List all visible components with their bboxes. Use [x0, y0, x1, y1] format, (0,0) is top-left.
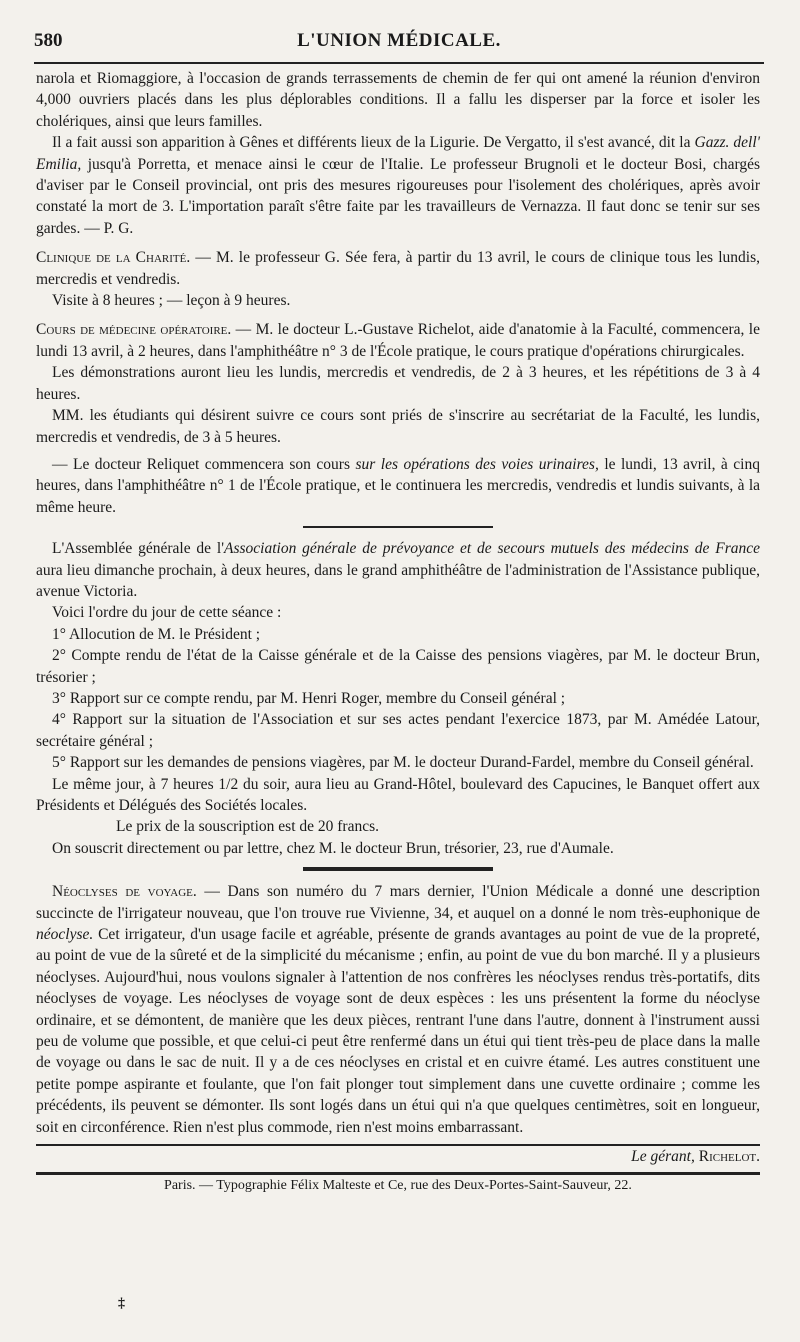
assemblee-intro	[36, 538, 760, 602]
reliquet-text-b: le lundi, 13 avril, à cinq heures, dans l'amphithéâtre n° 1 de l'École pratique, et le continuera les mercredis, vendredis et lundis suivants, à la même heure.	[36, 455, 760, 516]
neoclyses-text-b: Cet irrigateur, d'un usage facile et agréable, présente de grands avantages au point de vue de la propreté, au point de vue de la sûreté et de la simplicité du mécanisme ; enfin, au point de vue du bon marché. Il y a plusieurs néoclyses. Aujourd'hui, nous voulons signaler à l'attention de nos confrères les néoclyses rendus très-portatifs, dits néoclyses de voyage. Les néoclyses de voyage sont de deux espèces : les uns présentent la forme du néoclyse ordinaire, et se démontent, de manière que les deux pièces, rentrant l'une dans l'autre, donnent à l'instrument aussi peu de volume que possible, et que celui-ci peut être renfermé dans un étui qui tient très-peu de place dans la malle de voyage ou dans le sac de nuit. Il y a de ces néoclyses en cristal et en cuivre étamé. Les autres constituent une petite pompe aspirante et foulante, que l'on fait plonger tout simplement dans une cuvette ordinaire ; comme les précédents, ils peuvent se démonter. Ils sont logés dans un étui qui n'a que quelques centimètres, soit en longueur, soit en circonférence. Rien n'est plus commode, rien n'est moins embarrassant.	[36, 926, 760, 1136]
clinique-visite: Visite à 8 heures ; — leçon à 9 heures.	[52, 292, 291, 310]
agenda-item-1: 1° Allocution de M. le Président ;	[52, 625, 261, 643]
cholera-text-b: jusqu'à Porretta, et menace ainsi le cœur de l'Italie. Le professeur Brugnoli et le docteur Bosi, chargés d'aviser par le Conseil provincial, ont pris des mesures rigoureuses pour l'isolement des cholériques, après avoir constaté la mort de 3. L'importation paraît s'être faite par les travailleurs de Vernazza. Il faut donc se tenir sur ses gardes. — P. G.	[36, 155, 760, 237]
clinique-heading: Clinique de la Charité.	[36, 249, 191, 267]
article-body	[36, 68, 760, 1196]
agenda-item-2: 2° Compte rendu de l'état de la Caisse générale et de la Caisse des pensions viagères, par M. le docteur Brun, trésorier ;	[36, 647, 760, 686]
cholera-text-a: Il a fait aussi son apparition à Gênes et différents lieux de la Ligurie. De Vergatto, il s'est avancé, dit la	[52, 134, 695, 152]
page-header	[34, 28, 764, 58]
journal-title: L'UNION MÉDICALE.	[297, 30, 501, 51]
reliquet-paragraph	[36, 454, 760, 518]
signature-name: Richelot.	[698, 1148, 760, 1166]
cholera-paragraph-2	[36, 132, 760, 239]
agenda-item-4: 4° Rapport sur la situation de l'Association et sur ses actes pendant l'exercice 1873, par M. Amédée Latour, secrétaire général ;	[36, 711, 760, 750]
cours-inscription: MM. les étudiants qui désirent suivre ce cours sont priés de s'inscrire au secrétariat de la Faculté, les lundis, mercredis et vendredis, de 3 à 5 heures.	[36, 407, 760, 446]
neoclyses-text-a: — Dans son numéro du 7 mars dernier, l'Union Médicale a donné une description succincte de l'irrigateur nouveau, que l'on trouve rue Vivienne, 34, et auquel on a donné le nom très-euphonique de	[36, 883, 760, 922]
signature-label: Le gérant,	[631, 1148, 695, 1166]
cours-paragraph	[36, 319, 760, 362]
printer-imprint: Paris. — Typographie Félix Malteste et Ce, rue des Deux-Portes-Saint-Sauveur, 22.	[164, 1177, 632, 1193]
reliquet-course-title: sur les opérations des voies urinaires,	[355, 455, 599, 473]
clinique-text: — M. le professeur G. Sée fera, à partir du 13 avril, le cours de clinique tous les lundis, mercredis et vendredis.	[36, 249, 760, 288]
neoclyses-heading: Néoclyses de voyage.	[52, 883, 197, 901]
section-divider-2	[303, 867, 493, 871]
cours-heading: Cours de médecine opératoire.	[36, 321, 232, 339]
clinique-paragraph	[36, 247, 760, 290]
page-number: 580	[34, 30, 63, 51]
agenda-item-3: 3° Rapport sur ce compte rendu, par M. Henri Roger, membre du Conseil général ;	[52, 689, 566, 707]
neoclyses-paragraph	[36, 881, 760, 1138]
header-rule	[34, 62, 764, 64]
assemblee-text-b: aura lieu dimanche prochain, à deux heures, dans le grand amphithéâtre de l'administration de l'Assistance publique, avenue Victoria.	[36, 561, 760, 600]
cholera-paragraph-1: narola et Riomaggiore, à l'occasion de grands terrassements de chemin de fer qui ont amené la réunion d'environ 4,000 ouvriers placés dans les plus déplorables conditions. Il a fallu les disperser par la force et isoler les cholériques, ainsi que leurs familles.	[36, 70, 760, 130]
subscription-address: On souscrit directement ou par lettre, chez M. le docteur Brun, trésorier, 23, rue d'Aumale.	[52, 839, 614, 857]
assemblee-text-a: L'Assemblée générale de l'	[52, 540, 225, 558]
ordre-du-jour: Voici l'ordre du jour de cette séance :	[52, 604, 282, 622]
subscription-price: Le prix de la souscription est de 20 francs.	[116, 818, 379, 836]
neoclyse-term: néoclyse.	[36, 926, 94, 944]
signature	[36, 1146, 760, 1167]
bottom-mark: ‡	[118, 1296, 125, 1311]
banquet-notice: Le même jour, à 7 heures 1/2 du soir, aura lieu au Grand-Hôtel, boulevard des Capucines, le Banquet offert aux Présidents et Délégués des Sociétés locales.	[36, 775, 760, 814]
agenda-item-5: 5° Rapport sur les demandes de pensions viagères, par M. le docteur Durand-Fardel, membre du Conseil général.	[52, 754, 754, 772]
reliquet-text-a: — Le docteur Reliquet commencera son cours	[52, 455, 356, 473]
cours-demonstrations: Les démonstrations auront lieu les lundis, mercredis et vendredis, de 2 à 3 heures, et les répétitions de 3 à 4 heures.	[36, 364, 760, 403]
source-citation: Gazz. dell' Emilia,	[36, 134, 760, 173]
section-divider	[303, 526, 493, 528]
cours-text: — M. le docteur L.-Gustave Richelot, aide d'anatomie à la Faculté, commencera, le lundi 13 avril, à 2 heures, dans l'amphithéâtre n° 3 de l'École pratique, le cours pratique d'opérations chirurgicales.	[36, 321, 760, 360]
association-name: Association générale de prévoyance et de secours mutuels des médecins de France	[224, 540, 760, 558]
